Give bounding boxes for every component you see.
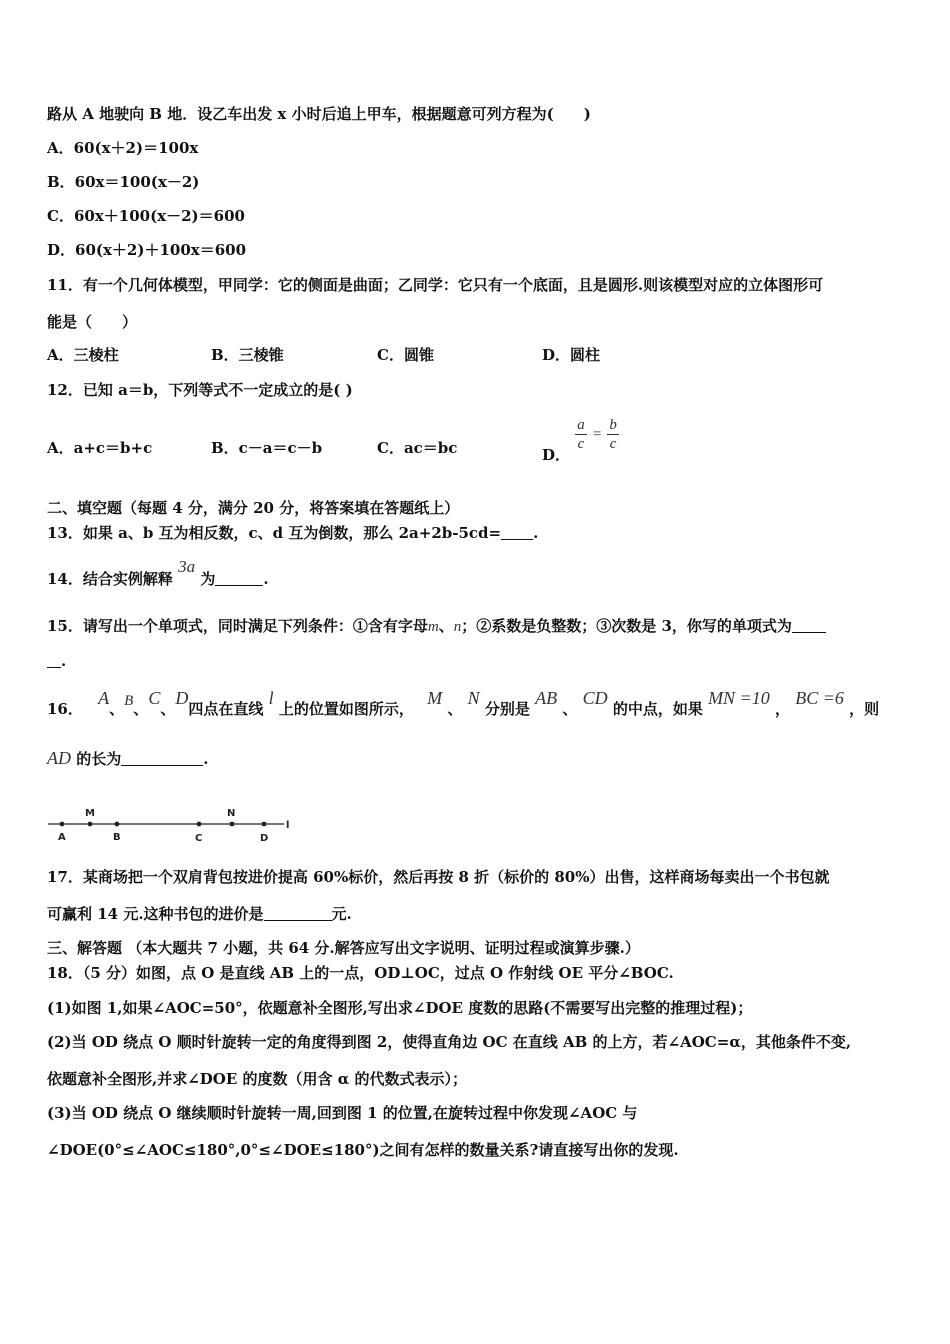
q12-frac-left xyxy=(575,416,587,453)
q16-comma: ， xyxy=(774,700,790,718)
q17-line1: 17．某商场把一个双肩背包按进价提高 60%标价，然后再按 8 折（标价的 80%）出售，这样商场每卖出一个书包就 xyxy=(47,868,830,886)
label-c: C xyxy=(195,833,203,844)
q15-var-m: m xyxy=(427,619,439,635)
number-line-svg xyxy=(46,804,296,850)
q14-suffix: 为 xyxy=(200,570,216,588)
q14 xyxy=(47,557,269,589)
q14-prefix: 14．结合实例解释 xyxy=(47,570,173,588)
dot-n xyxy=(230,822,235,827)
q16-sep-2: 、 xyxy=(133,700,149,718)
q11-option-a: A．三棱柱 xyxy=(47,346,119,364)
q16-var-ad: AD xyxy=(47,748,71,768)
label-d: D xyxy=(260,833,269,844)
q16-line2-text: 的长为 xyxy=(76,750,122,768)
q13-answer-blank[interactable] xyxy=(501,524,533,540)
q16-point-c: C xyxy=(148,688,161,708)
frac-left-num: a xyxy=(577,417,585,433)
q16-text-1: 四点在直线 xyxy=(188,700,264,718)
q16-point-a: A xyxy=(98,688,110,708)
q10-option-b: B．60x＝100(x－2) xyxy=(47,173,200,191)
q12-option-d xyxy=(542,416,619,464)
q14-answer-blank[interactable] xyxy=(215,570,263,586)
q18-part1: (1)如图 1,如果∠AOC=50°，依题意补全图形,写出求∠DOE 度数的思路(不需要写出完整的推理过程)； xyxy=(47,999,753,1017)
q16-line1 xyxy=(47,688,880,719)
q16-seg-ab: AB xyxy=(535,688,558,708)
dot-b xyxy=(115,822,120,827)
label-b: B xyxy=(113,832,121,843)
q16-figure xyxy=(46,804,296,850)
q15-line2 xyxy=(47,652,66,670)
q16-sep-3: 、 xyxy=(160,700,176,718)
q11-line1: 11．有一个几何体模型，甲同学：它的侧面是曲面；乙同学：它只有一个底面，且是圆形.则该模型对应的立体图形可 xyxy=(47,276,824,294)
q16-seg-cd: CD xyxy=(582,688,608,708)
q11-option-b: B．三棱锥 xyxy=(211,346,284,364)
q12-option-c: C．ac＝bc xyxy=(377,439,458,457)
q12-option-d-label: D． xyxy=(542,445,571,464)
q15-text-a: 15．请写出一个单项式，同时满足下列条件：①含有字母 xyxy=(47,617,428,635)
q16-text-4: 的中点，如果 xyxy=(612,700,703,718)
q15-line1 xyxy=(47,615,826,636)
q18-stem: 18．（5 分）如图，点 O 是直线 AB 上的一点，OD⊥OC，过点 O 作射线 OE 平分∠BOC. xyxy=(47,964,674,982)
q15-answer-blank-cont[interactable] xyxy=(47,652,61,668)
q13 xyxy=(47,522,538,543)
q11-line2: 能是（ ） xyxy=(47,313,138,331)
q15-answer-blank[interactable] xyxy=(792,617,826,633)
q16-sep-4: 、 xyxy=(447,700,463,718)
q17-line2 xyxy=(47,903,352,924)
q16-end: . xyxy=(203,750,209,768)
q18-part2-line2: 依题意补全图形,并求∠DOE 的度数（用含 α 的代数式表示）； xyxy=(47,1070,468,1088)
section-2-title: 二、填空题（每题 4 分，满分 20 分，将答案填在答题纸上） xyxy=(47,499,460,517)
q16-line-name: l xyxy=(268,688,274,708)
q12-option-b: B．c－a＝c－b xyxy=(211,439,323,457)
q18-part2-line1: (2)当 OD 绕点 O 顺时针旋转一定的角度得到图 2，使得直角边 OC 在直线 AB 的上方，若∠AOC=α，其他条件不变, xyxy=(47,1033,852,1051)
q16-cond-mn: MN =10 xyxy=(708,688,770,708)
q13-end: . xyxy=(533,524,539,542)
q16-sep-1: 、 xyxy=(109,700,125,718)
dot-m xyxy=(88,822,93,827)
q16-line2 xyxy=(47,748,208,769)
q11-option-c: C．圆锥 xyxy=(377,346,434,364)
frac-left-den: c xyxy=(577,436,585,452)
label-l: l xyxy=(286,820,290,831)
q10-continuation: 路从 A 地驶向 B 地．设乙车出发 x 小时后追上甲车，根据题意可列方程为( ) xyxy=(47,105,591,123)
q17-text-a: 可赢利 14 元.这种书包的进价是 xyxy=(47,905,264,923)
q12-frac-right xyxy=(607,416,619,453)
q16-cond-bc: BC =6 xyxy=(795,688,844,708)
frac-right-num: b xyxy=(609,417,617,433)
q12-option-a: A．a+c＝b+c xyxy=(47,439,153,457)
label-a: A xyxy=(58,832,66,843)
q12-stem: 12．已知 a＝b，下列等式不一定成立的是( ) xyxy=(47,381,353,399)
q10-option-d: D．60(x＋2)＋100x＝600 xyxy=(47,241,247,259)
q15-var-n: n xyxy=(453,619,462,635)
q17-text-b: 元. xyxy=(331,905,352,923)
q13-text: 13．如果 a、b 互为相反数，c、d 互为倒数，那么 2a+2b-5cd= xyxy=(47,524,502,542)
label-n: N xyxy=(227,808,236,819)
q16-point-b: B xyxy=(124,693,134,709)
q14-expression: 3a xyxy=(178,557,196,576)
q16-point-d: D xyxy=(175,688,189,708)
q16-point-n: N xyxy=(467,688,480,708)
dot-d xyxy=(262,822,267,827)
frac-equals: = xyxy=(591,426,603,443)
frac-right-den: c xyxy=(609,436,617,452)
q16-point-m: M xyxy=(427,688,443,708)
q15-text-b: ；②系数是负整数；③次数是 3，你写的单项式为 xyxy=(461,617,792,635)
q10-option-c: C．60x＋100(x－2)＝600 xyxy=(47,207,245,225)
q16-num: 16． xyxy=(47,700,83,718)
section-3-title: 三、解答题 （本大题共 7 小题，共 64 分.解答应写出文字说明、证明过程或演算步骤.） xyxy=(47,939,640,957)
label-m: M xyxy=(85,808,95,819)
q16-text-3: 分别是 xyxy=(484,700,530,718)
q17-answer-blank[interactable] xyxy=(264,905,332,921)
q15-sep: 、 xyxy=(438,617,454,635)
q16-answer-blank[interactable] xyxy=(121,750,203,766)
q16-text-5: ，则 xyxy=(849,700,880,718)
q18-part3-line1: (3)当 OD 绕点 O 继续顺时针旋转一周,回到图 1 的位置,在旋转过程中你发现∠AOC 与 xyxy=(47,1104,638,1122)
q15-end: . xyxy=(61,652,67,670)
q16-text-2: 上的位置如图所示， xyxy=(278,700,414,718)
dot-a xyxy=(60,822,65,827)
q10-option-a: A．60(x＋2)＝100x xyxy=(47,139,199,157)
q18-part3-line2: ∠DOE(0°≤∠AOC≤180°,0°≤∠DOE≤180°)之间有怎样的数量关系?请直接写出你的发现. xyxy=(47,1141,679,1159)
q14-end: . xyxy=(263,570,269,588)
q16-sep-5: 、 xyxy=(562,700,578,718)
dot-c xyxy=(197,822,202,827)
q11-option-d: D．圆柱 xyxy=(542,346,601,364)
